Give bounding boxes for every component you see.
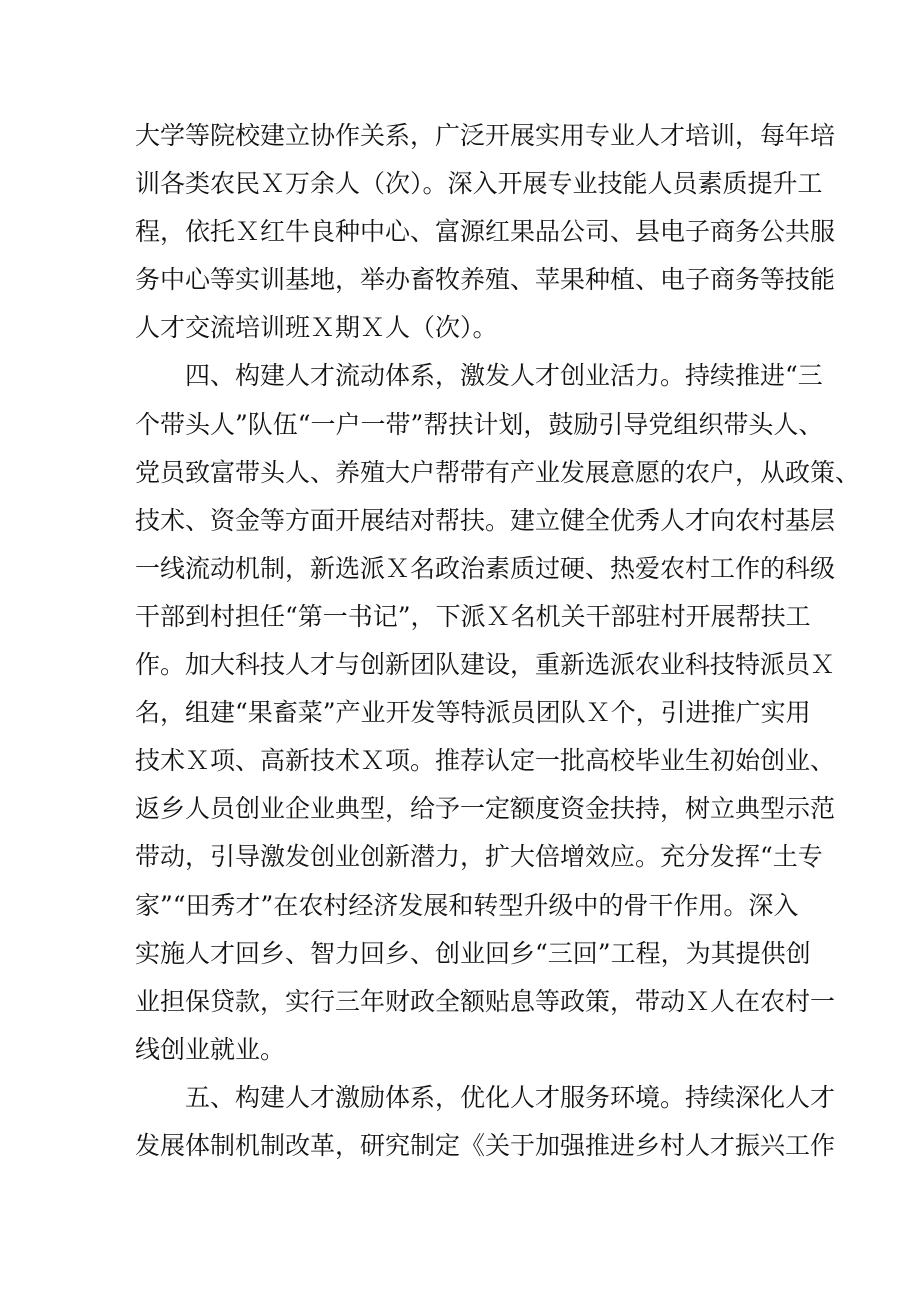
text-line: 大学等院校建立协作关系，广泛开展实用专业人才培训，每年培 — [135, 121, 836, 150]
text-line: 带动，引导激发创业创新潜力，扩大倍增效应。充分发挥“土专 — [135, 842, 823, 872]
text-line: 技术Ｘ项、高新技术Ｘ项。推荐认定一批高校毕业生初始创业、 — [135, 746, 836, 776]
text-line: 务中心等实训基地，举办畜牧养殖、苹果种植、电子商务等技能 — [135, 265, 836, 295]
text-line: 程，依托Ｘ红牛良种中心、富源红果品公司、县电子商务公共服 — [135, 217, 836, 247]
text-line: 业担保贷款，实行三年财政全额贴息等政策，带动Ｘ人在农村一 — [135, 986, 836, 1016]
text-line: 返乡人员创业企业典型，给予一定额度资金扶持，树立典型示范 — [135, 794, 836, 824]
text-line: 线创业就业。 — [135, 1034, 286, 1064]
text-line: 实施人才回乡、智力回乡、创业回乡“三回”工程，为其提供创 — [135, 938, 811, 968]
text-line: 家”“田秀才”在农村经济发展和转型升级中的骨干作用。深入 — [135, 890, 799, 920]
text-line: 个带头人”队伍“一户一带”帮扶计划，鼓励引导党组织带头人、 — [135, 409, 824, 439]
paragraph-heading-line: 四、构建人才流动体系，激发人才创业活力。持续推进“三 — [185, 361, 823, 391]
text-line: 干部到村担任“第一书记”，下派Ｘ名机关干部驻村开展帮扶工 — [135, 601, 811, 631]
document-body — [135, 112, 861, 1170]
text-line: 一线流动机制，新选派Ｘ名政治素质过硬、热爱农村工作的科级 — [135, 553, 836, 583]
text-line: 技术、资金等方面开展结对帮扶。建立健全优秀人才向农村基层 — [135, 505, 836, 535]
text-line: 人才交流培训班Ｘ期Ｘ人（次）。 — [135, 313, 498, 343]
text-line: 发展体制机制改革，研究制定《关于加强推进乡村人才振兴工作 — [135, 1130, 836, 1160]
text-line: 名，组建“果畜菜”产业开发等特派员团队Ｘ个，引进推广实用 — [135, 698, 811, 728]
text-line: 作。加大科技人才与创新团队建设，重新选派农业科技特派员Ｘ — [135, 650, 836, 680]
text-line: 党员致富带头人、养殖大户帮带有产业发展意愿的农户，从政策、 — [135, 457, 861, 487]
text-line: 训各类农民Ｘ万余人（次）。深入开展专业技能人员素质提升工 — [135, 169, 823, 199]
paragraph-heading-line: 五、构建人才激励体系，优化人才服务环境。持续深化人才 — [185, 1082, 836, 1112]
